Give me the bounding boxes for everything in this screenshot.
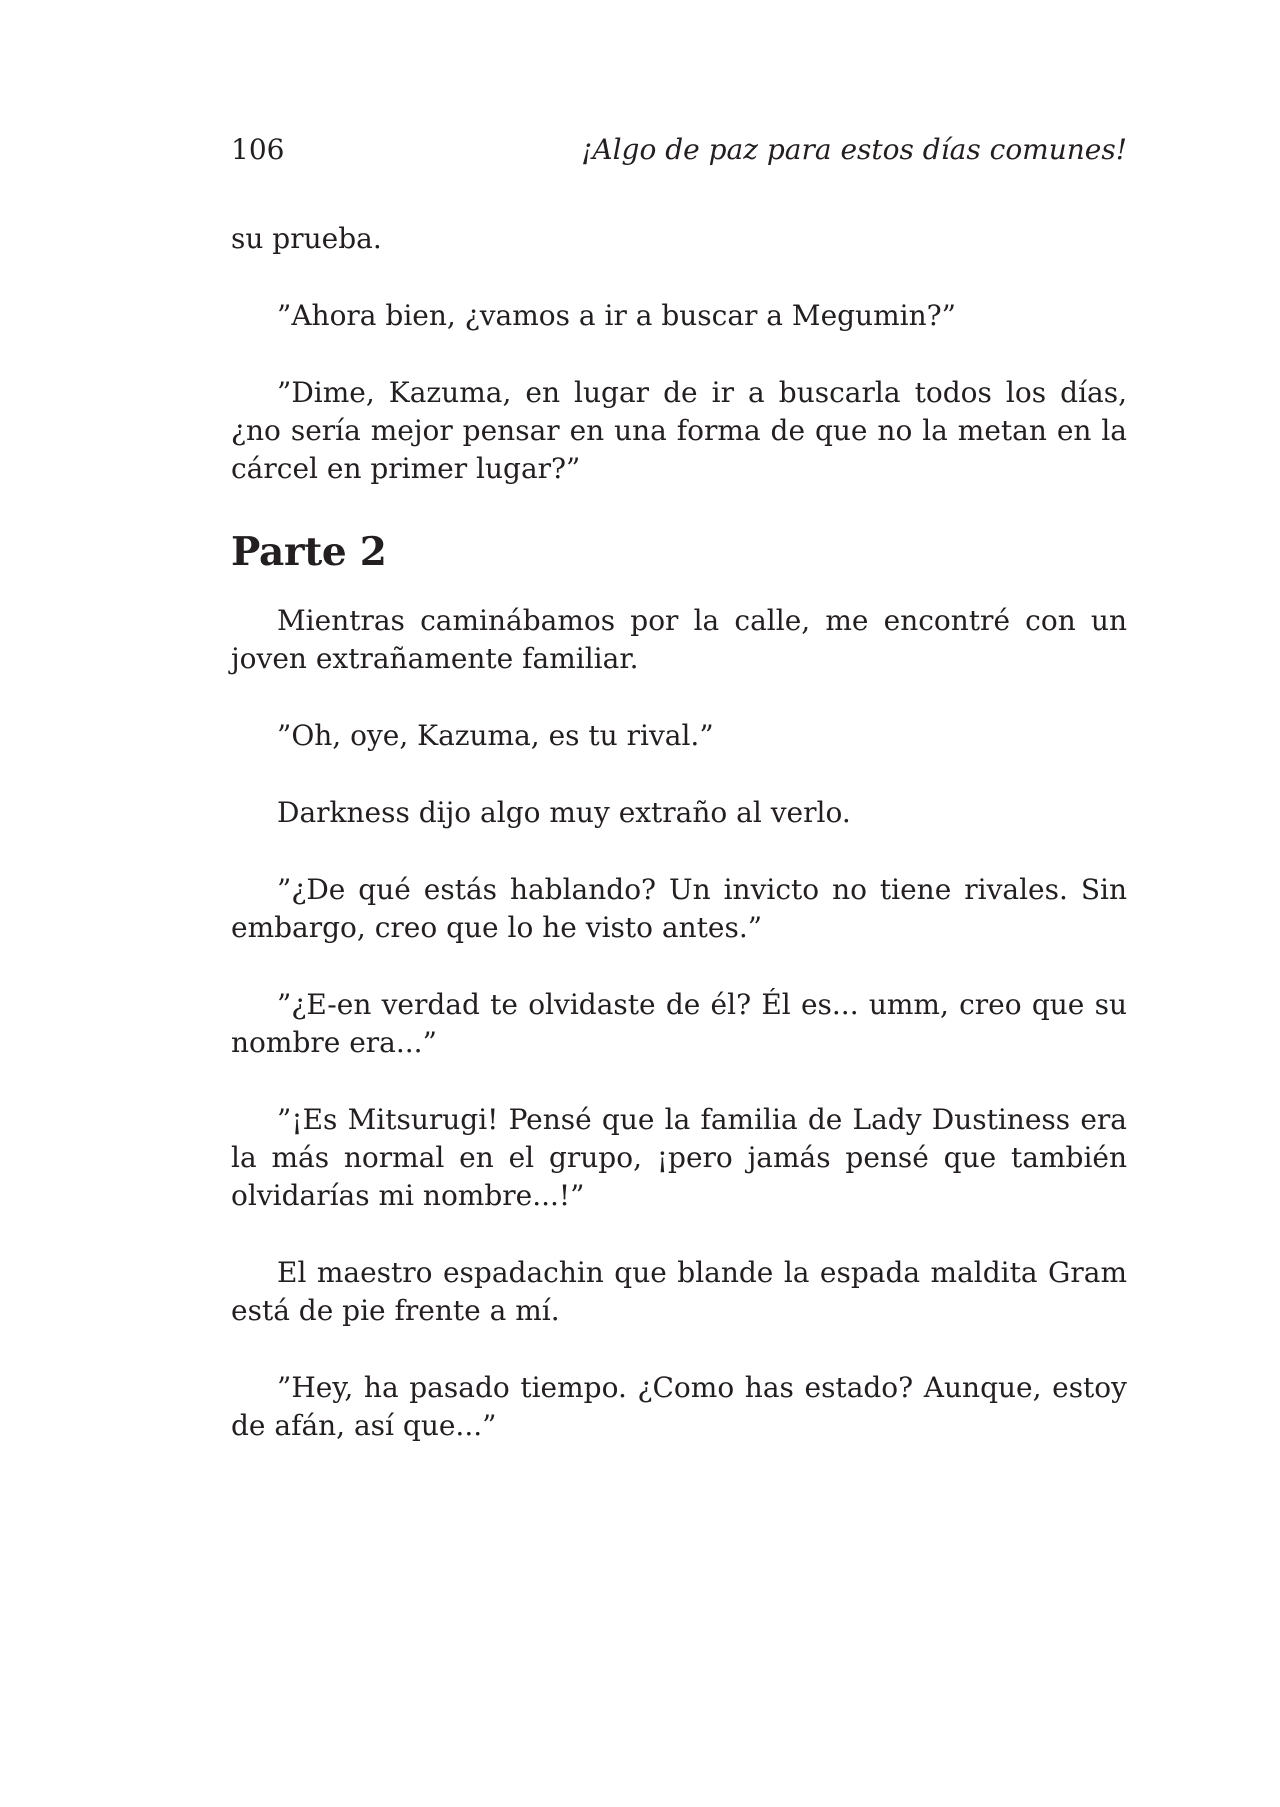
paragraph: ”¡Es Mitsurugi! Pensé que la familia de Lady Dustiness era la más normal en el grupo, ¡pero jamás pensé que también olvidarías mi nombre...!” xyxy=(231,1103,1127,1212)
section-heading: Parte 2 xyxy=(231,529,387,575)
paragraph: Darkness dijo algo muy extraño al verlo. xyxy=(277,796,851,829)
paragraph: ”Hey, ha pasado tiempo. ¿Como has estado? Aunque, estoy de afán, así que...” xyxy=(231,1371,1127,1442)
paragraph: su prueba. xyxy=(231,222,382,255)
book-title: ¡Algo de paz para estos días comunes! xyxy=(581,133,1127,166)
body-text xyxy=(231,220,1127,1484)
paragraph: Mientras caminábamos por la calle, me encontré con un joven extrañamente familiar. xyxy=(231,604,1127,675)
paragraph: ”¿De qué estás hablando? Un invicto no tiene rivales. Sin embargo, creo que lo he visto antes.” xyxy=(231,873,1127,944)
book-page xyxy=(231,0,1127,1807)
page-number: 106 xyxy=(231,133,285,166)
paragraph: ”Ahora bien, ¿vamos a ir a buscar a Megumin?” xyxy=(277,299,956,332)
paragraph: ”Dime, Kazuma, en lugar de ir a buscarla todos los días, ¿no sería mejor pensar en una forma de que no la metan en la cárcel en primer lugar?” xyxy=(231,376,1127,485)
paragraph: ”¿E-en verdad te olvidaste de él? Él es... umm, creo que su nombre era...” xyxy=(231,988,1127,1059)
running-header xyxy=(231,130,1127,170)
paragraph: El maestro espadachin que blande la espada maldita Gram está de pie frente a mí. xyxy=(231,1256,1127,1327)
paragraph: ”Oh, oye, Kazuma, es tu rival.” xyxy=(277,719,714,752)
